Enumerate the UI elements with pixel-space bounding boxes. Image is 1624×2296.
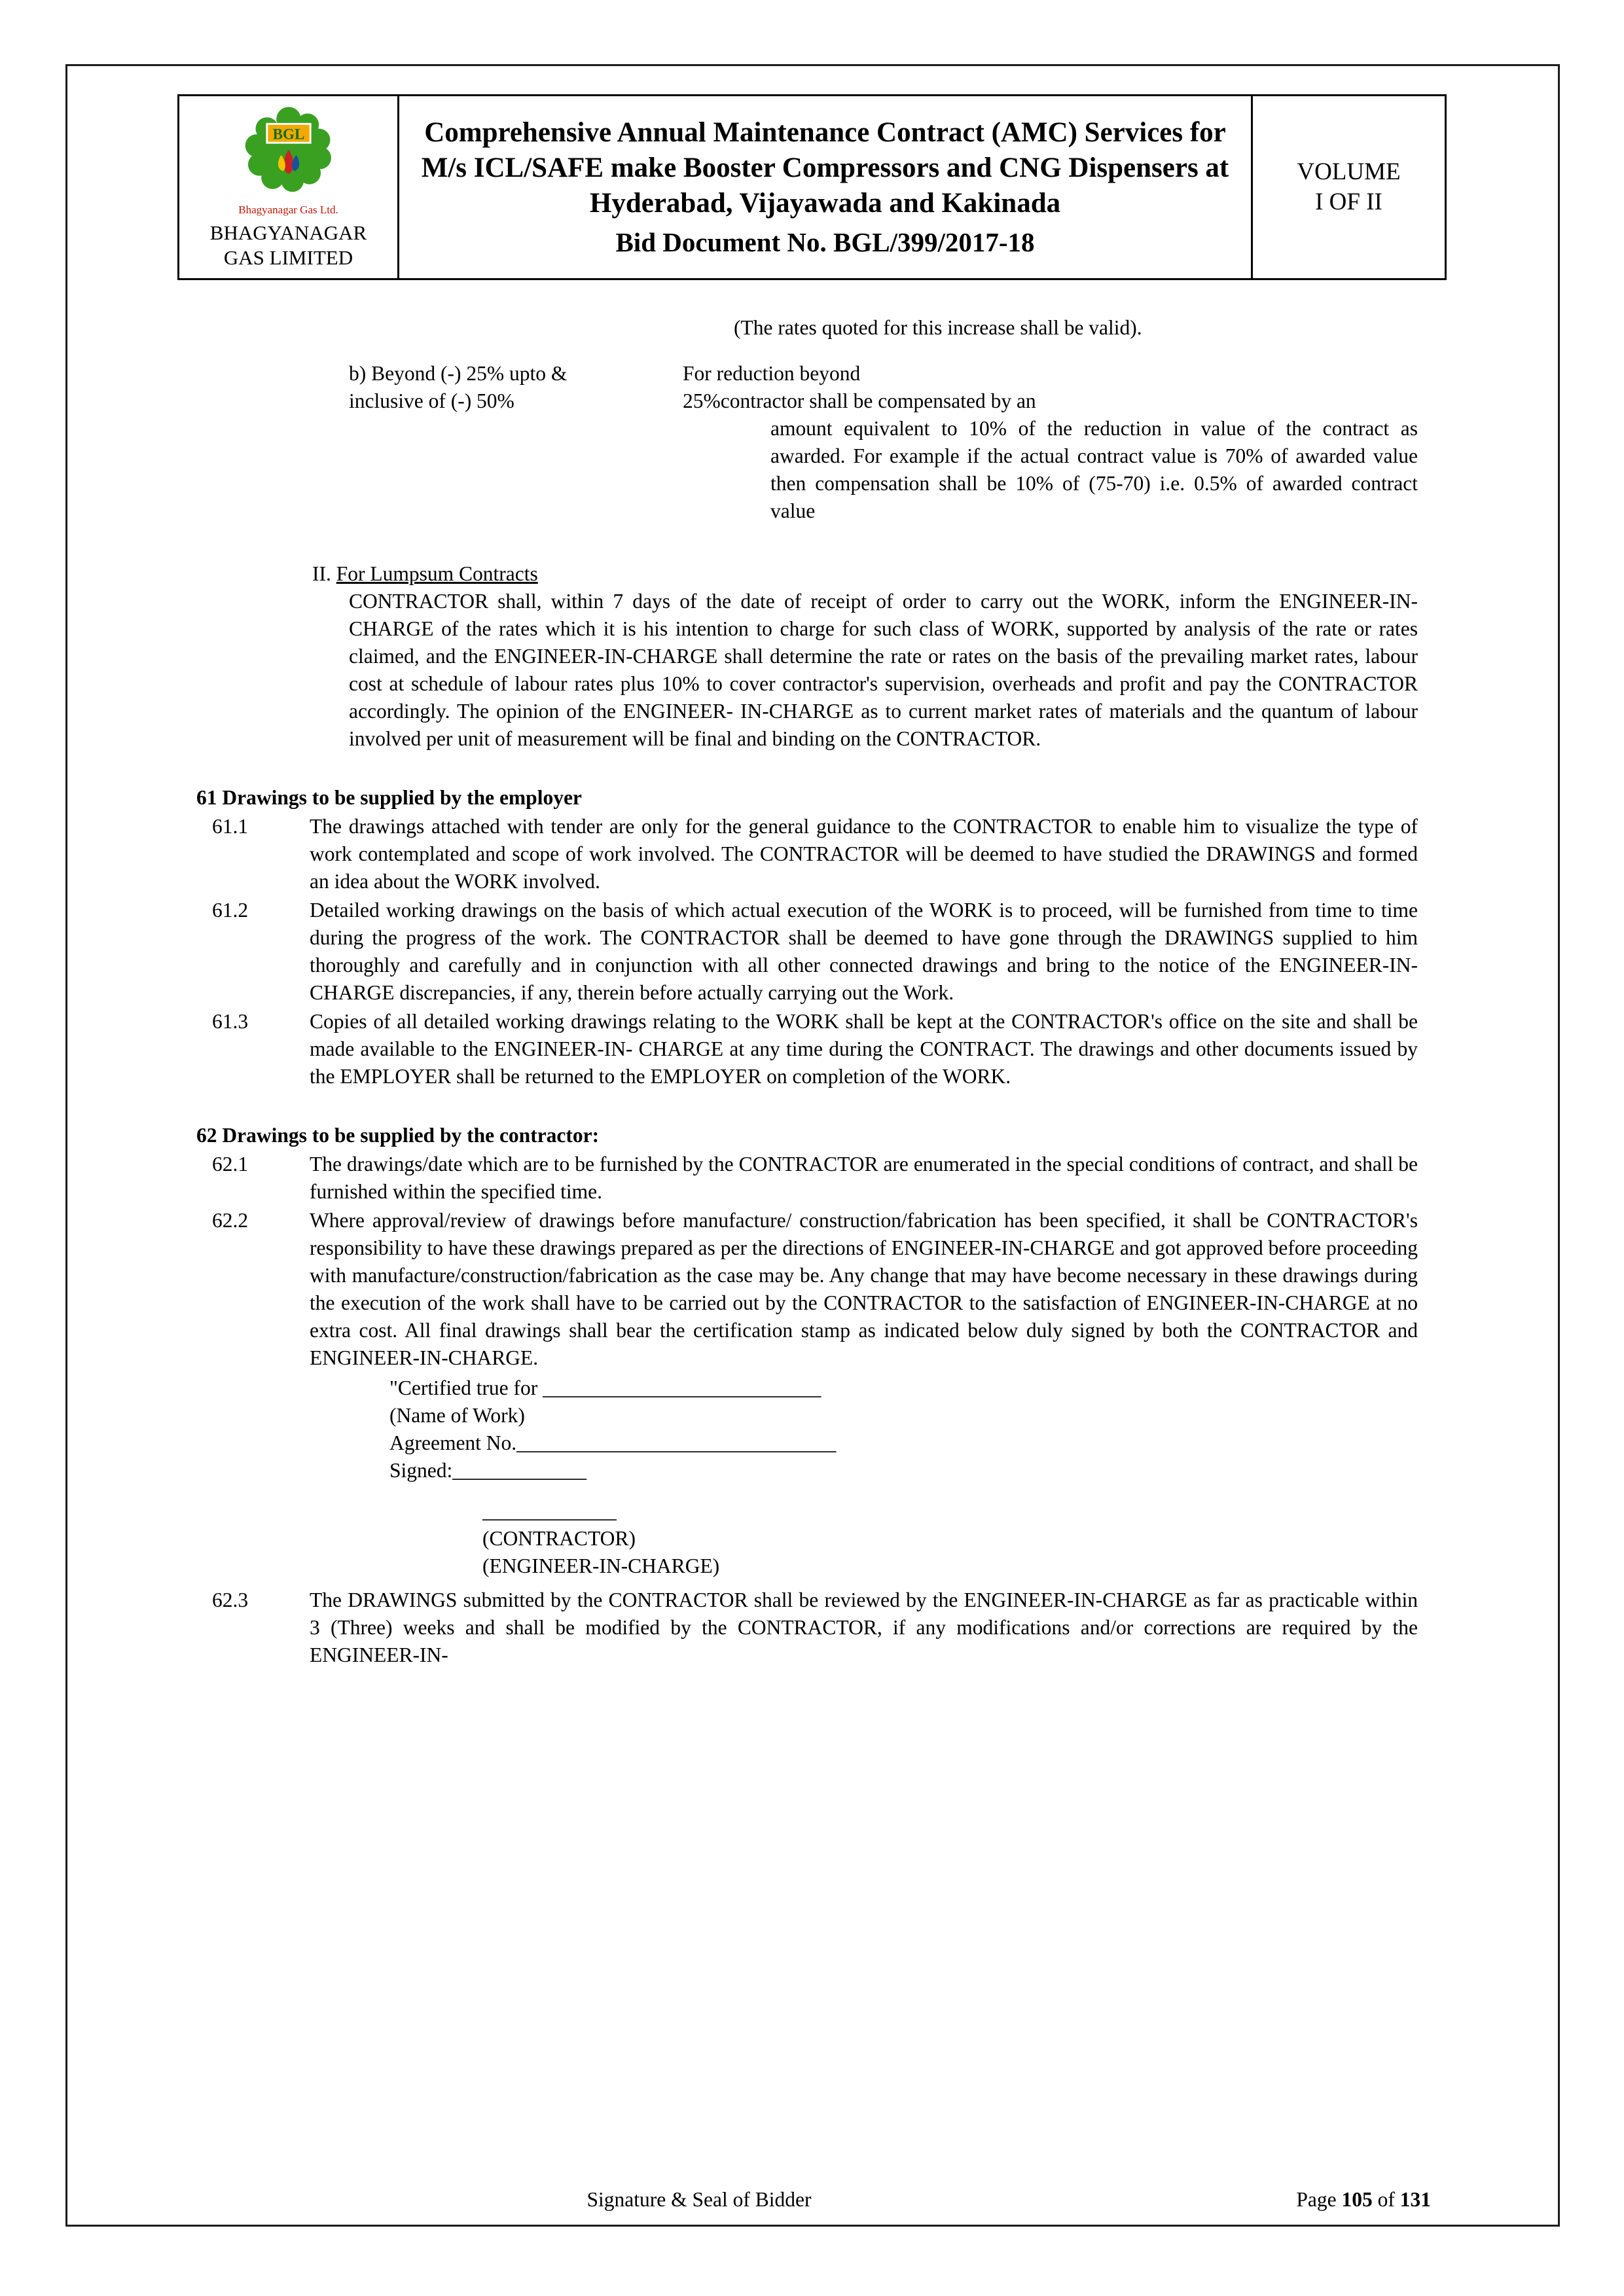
lumpsum-paragraph: CONTRACTOR shall, within 7 days of the date of receipt of order to carry out the WORK, inform the ENGINEER-IN- CHARGE of the rates which it is his intention to charge for such class of WORK, supported by analysis of the rate or rates claimed, and the ENGINEER-IN-CHARGE shall determine the rate or rates on the basis of the prevailing market rates, labour cost at schedule of labour rates plus 10% to cover contractor's supervision, overheads and profit and pay the CONTRACTOR accordingly. The opinion of the ENGINEER- IN-CHARGE as to current market rates of materials and the quantum of labour involved per unit of measurement will be final and binding on the CONTRACTOR. — [349, 590, 1418, 750]
lumpsum-heading-text: For Lumpsum Contracts — [336, 562, 538, 585]
org-name-line1: BHAGYANAGAR — [209, 221, 367, 244]
certification-block — [389, 1374, 1447, 1484]
org-name-line2: GAS LIMITED — [223, 246, 353, 269]
clause-b-right-line1: For reduction beyond — [683, 362, 861, 385]
item-text: Copies of all detailed working drawings relating to the WORK shall be kept at the CONTRACTOR's office on the site and shall be made available to the ENGINEER-IN- CHARGE at any time during the CONTRACT. The drawings and other documents issued by the EMPLOYER shall be returned to the EMPLOYER on completion of the WORK. — [310, 1010, 1418, 1088]
logo-subtitle: Bhagyanagar Gas Ltd. — [238, 204, 338, 216]
org-name — [210, 221, 367, 270]
rates-valid-note: (The rates quoted for this increase shall be valid). — [734, 316, 1142, 339]
signature-rule-line: _____________ — [482, 1499, 617, 1522]
clause-b-block — [177, 360, 1447, 525]
footer-of-word: of — [1377, 2188, 1395, 2211]
list-item-62-2 — [177, 1207, 1447, 1372]
volume-cell — [1251, 96, 1445, 278]
item-text: The drawings/date which are to be furnished by the CONTRACTOR are enumerated in the special conditions of contract, and shall be furnished within the specified time. — [310, 1153, 1418, 1203]
list-item-62-1 — [177, 1151, 1447, 1206]
footer-page-total: 131 — [1399, 2188, 1431, 2211]
clause-b-right — [683, 360, 1447, 415]
section-61-heading: 61 Drawings to be supplied by the employer — [196, 786, 582, 809]
lumpsum-heading — [312, 560, 1447, 588]
page-content — [177, 94, 1447, 1669]
list-item-61-1 — [177, 813, 1447, 895]
clause-b-label — [349, 360, 663, 415]
signature-block — [482, 1498, 1447, 1580]
bgl-logo-icon — [240, 104, 337, 202]
footer-page-indicator — [1296, 2186, 1431, 2214]
item-number: 62.1 — [212, 1153, 249, 1175]
list-item-61-3 — [177, 1008, 1447, 1090]
clause-b-label-line1: b) Beyond (-) 25% upto & — [349, 362, 568, 385]
section-62-heading: 62 Drawings to be supplied by the contractor: — [196, 1124, 600, 1147]
volume-line2: I OF II — [1315, 188, 1382, 215]
clause-b-paragraph: amount equivalent to 10% of the reduction in value of the contract as awarded. For example if the actual contract value is 70% of awarded value then compensation shall be 10% of (75-70) i.e. 0.5% of awarded contract value — [770, 417, 1418, 522]
item-number: 62.2 — [212, 1209, 249, 1232]
header-table — [177, 94, 1447, 280]
title-cell — [397, 96, 1251, 278]
item-number: 61.2 — [212, 899, 249, 922]
item-number: 61.1 — [212, 815, 249, 838]
footer-signature-label: Signature & Seal of Bidder — [586, 2188, 812, 2211]
item-text: Detailed working drawings on the basis of which actual execution of the WORK is to proceed, will be furnished from time to time during the progress of the work. The CONTRACTOR shall be deemed to have gone through the DRAWINGS supplied to him thoroughly and carefully and in conjunction with all other connected drawings and bring to the notice of the ENGINEER-IN-CHARGE discrepancies, if any, therein before actually carrying out the Work. — [310, 899, 1418, 1004]
list-item-61-2 — [177, 897, 1447, 1007]
cert-line-agreement-no: Agreement No._______________________________ — [389, 1431, 837, 1454]
cert-line-name-of-work: (Name of Work) — [389, 1404, 525, 1427]
logo-cell — [179, 96, 397, 278]
volume-line1: VOLUME — [1297, 158, 1401, 185]
bid-document-number: Bid Document No. BGL/399/2017-18 — [615, 227, 1035, 257]
clause-b-right-line2: 25%contractor shall be compensated by an — [683, 389, 1036, 412]
item-number: 62.3 — [212, 1588, 249, 1611]
cert-line-certified: "Certified true for ___________________________ — [389, 1376, 821, 1399]
signature-engineer-label: (ENGINEER-IN-CHARGE) — [482, 1554, 720, 1577]
item-text: Where approval/review of drawings before manufacture/ construction/fabrication has been specified, it shall be CONTRACTOR's responsibility to have these drawings prepared as per the directions of ENGINEER-IN-CHARGE and got approved before proceeding with manufacture/construction/fabrication as the case may be. Any change that may have become necessary in these drawings during the execution of the work shall have to be carried out by the CONTRACTOR to the satisfaction of ENGINEER-IN-CHARGE at no extra cost. All final drawings shall bear the certification stamp as indicated below duly signed by both the CONTRACTOR and ENGINEER-IN-CHARGE. — [310, 1209, 1418, 1369]
footer-page-word: Page — [1296, 2188, 1337, 2211]
lumpsum-prefix: II. — [312, 562, 331, 585]
list-item-62-3 — [177, 1587, 1447, 1669]
logo-bgl-text: BGL — [272, 125, 304, 143]
document-title: Comprehensive Annual Maintenance Contract (AMC) Services for M/s ICL/SAFE make Booster Compressors and CNG Dispensers at Hyderabad, Vijayawada and Kakinada — [421, 117, 1229, 219]
signature-contractor-label: (CONTRACTOR) — [482, 1527, 636, 1550]
clause-b-label-line2: inclusive of (-) 50% — [349, 389, 514, 412]
item-number: 61.3 — [212, 1010, 249, 1033]
item-text: The DRAWINGS submitted by the CONTRACTOR shall be reviewed by the ENGINEER-IN-CHARGE as far as practicable within 3 (Three) weeks and shall be modified by the CONTRACTOR, if any modifications and/or corrections are required by the ENGINEER-IN- — [310, 1588, 1418, 1666]
footer-page-number: 105 — [1341, 2188, 1373, 2211]
item-text: The drawings attached with tender are only for the general guidance to the CONTRACTOR to enable him to visualize the type of work contemplated and scope of work involved. The CONTRACTOR will be deemed to have studied the DRAWINGS and formed an idea about the WORK involved. — [310, 815, 1418, 893]
cert-line-signed: Signed:_____________ — [389, 1459, 587, 1482]
